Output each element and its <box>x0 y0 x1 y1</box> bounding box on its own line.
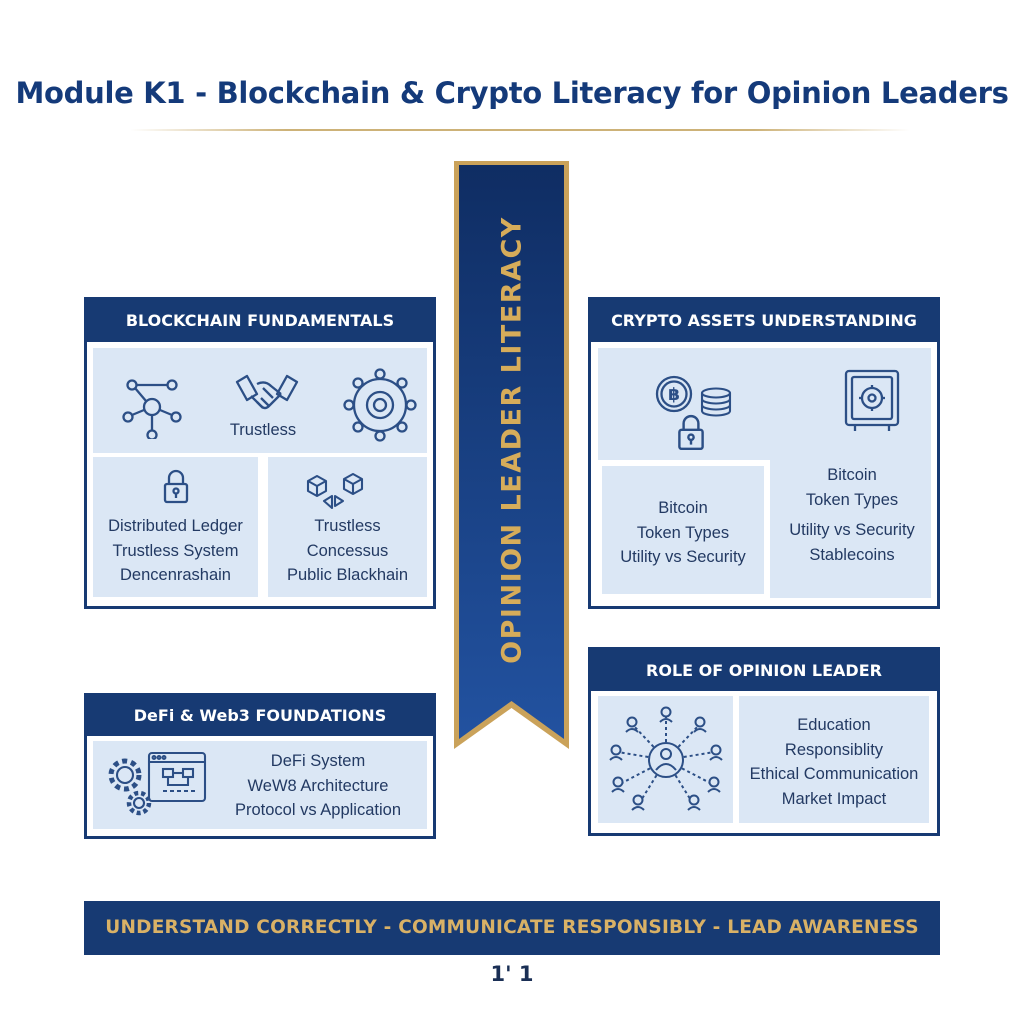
role-item: Ethical Communication <box>749 765 919 783</box>
svg-text:฿: ฿ <box>668 385 680 405</box>
crypto-assets-header: CRYPTO ASSETS UNDERSTANDING <box>591 300 937 342</box>
blockchain-right-item: Public Blackhain <box>286 566 409 584</box>
blockchain-fundamentals-header: BLOCKCHAIN FUNDAMENTALS <box>87 300 433 342</box>
role-opinion-leader-panel <box>588 647 940 836</box>
page-number: 1' 1 <box>490 962 534 986</box>
blockchain-right-item: Concessus <box>306 541 389 560</box>
role-text-cell <box>739 696 929 823</box>
crypto-left-item: Utility vs Security <box>620 548 746 566</box>
handshake-icon <box>235 372 299 418</box>
blocks-icon <box>304 471 366 511</box>
defi-web3-cell <box>93 741 427 829</box>
blockchain-left-item: Distributed Ledger <box>108 517 243 535</box>
defi-item: WeW8 Architecture <box>247 776 389 795</box>
trustless-label: Trustless <box>229 421 297 439</box>
crypto-left-item: Token Types <box>636 523 730 542</box>
padlock-icon <box>163 469 189 505</box>
blockchain-left-item: Dencenrashain <box>120 566 231 584</box>
role-item: Responsiblity <box>784 740 884 759</box>
defi-item: DeFi System <box>270 752 366 770</box>
blockchain-right-cell <box>268 457 427 597</box>
crypto-right-item: Stablecoins <box>809 545 895 564</box>
blockchain-fundamentals-panel <box>84 297 436 609</box>
role-opinion-leader-header: ROLE OF OPINION LEADER <box>591 650 937 691</box>
blockchain-right-item: Trustless <box>314 517 381 535</box>
crypto-right-item: Utility vs Security <box>789 521 915 539</box>
crypto-right-item: Token Types <box>805 490 899 509</box>
influencer-network-icon <box>606 702 726 818</box>
title-divider <box>130 129 910 131</box>
vault-safe-icon <box>843 368 901 434</box>
motto-banner: UNDERSTAND CORRECTLY - COMMUNICATE RESPONSIBLY - LEAD AWARENESS <box>84 901 940 955</box>
page-title: Module K1 - Blockchain & Crypto Literacy for Opinion Leaders <box>15 76 1009 110</box>
crypto-assets-panel <box>588 297 940 609</box>
crypto-right-item: Bitcoin <box>827 466 877 484</box>
network-nodes-icon <box>120 375 184 439</box>
decentralized-ring-icon <box>343 368 417 442</box>
ribbon-label: OPINION LEADER LITERACY <box>496 216 528 664</box>
blockchain-left-item: Trustless System <box>112 541 239 560</box>
role-icon-cell <box>598 696 733 823</box>
defi-web3-panel <box>84 693 436 839</box>
gears-browser-icon <box>105 749 207 823</box>
role-item: Education <box>797 716 871 734</box>
blockchain-left-cell <box>93 457 258 597</box>
defi-web3-header: DeFi & Web3 FOUNDATIONS <box>87 696 433 736</box>
bitcoin-coin-icon <box>654 374 694 414</box>
defi-item: Protocol vs Application <box>234 801 401 819</box>
blockchain-icons-cell <box>93 348 427 453</box>
crypto-left-item: Bitcoin <box>658 499 708 517</box>
crypto-left-cell <box>602 466 764 594</box>
role-item: Market Impact <box>781 789 887 808</box>
padlock-icon <box>677 414 705 452</box>
